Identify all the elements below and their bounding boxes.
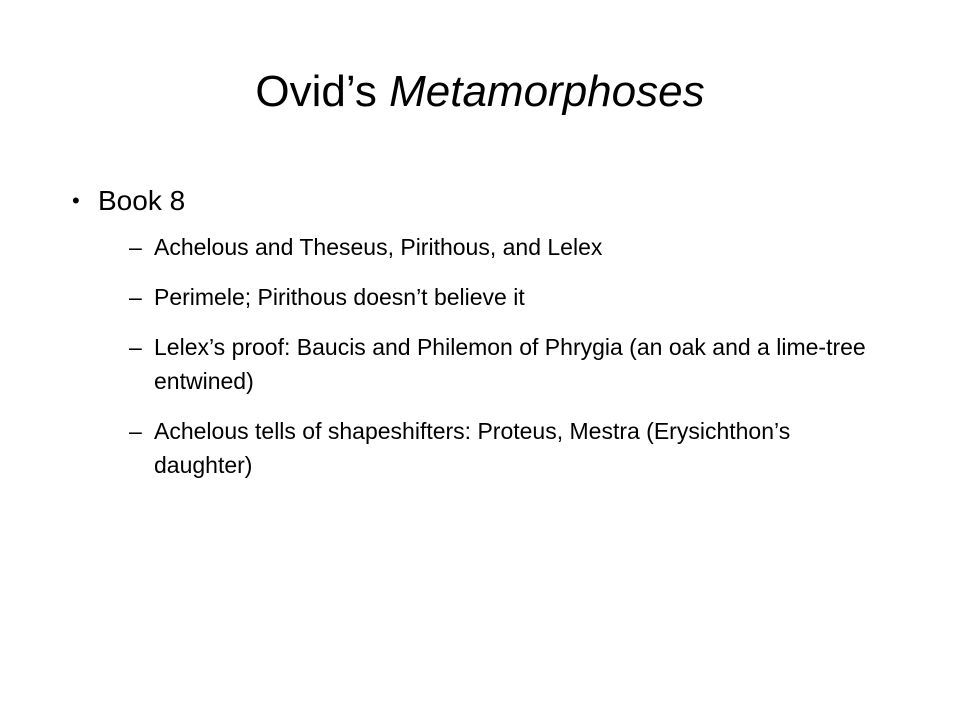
title-prefix: Ovid’s bbox=[255, 67, 390, 116]
slide-content bbox=[72, 180, 872, 498]
subbullet-1 bbox=[129, 230, 872, 264]
subbullet-3 bbox=[129, 330, 872, 398]
subbullet-text: Achelous tells of shapeshifters: Proteus, Mestra (Erysichthon’s daughter) bbox=[154, 418, 791, 478]
subbullet-marker: – bbox=[129, 234, 142, 260]
title-italic-work: Metamorphoses bbox=[389, 67, 705, 116]
subbullet-marker: – bbox=[129, 334, 142, 360]
bullet-book bbox=[72, 180, 872, 222]
subbullet-2 bbox=[129, 280, 872, 314]
bullet-text: Book 8 bbox=[98, 185, 186, 216]
bullet-marker: • bbox=[72, 188, 80, 213]
subbullet-text: Lelex’s proof: Baucis and Philemon of Phrygia (an oak and a lime-tree entwined) bbox=[154, 334, 866, 394]
subbullet-text: Perimele; Pirithous doesn’t believe it bbox=[154, 284, 525, 310]
subbullet-4 bbox=[129, 414, 872, 482]
slide-title bbox=[0, 62, 960, 122]
subbullet-text: Achelous and Theseus, Pirithous, and Lelex bbox=[154, 234, 603, 260]
subbullet-marker: – bbox=[129, 418, 142, 444]
subbullet-marker: – bbox=[129, 284, 142, 310]
